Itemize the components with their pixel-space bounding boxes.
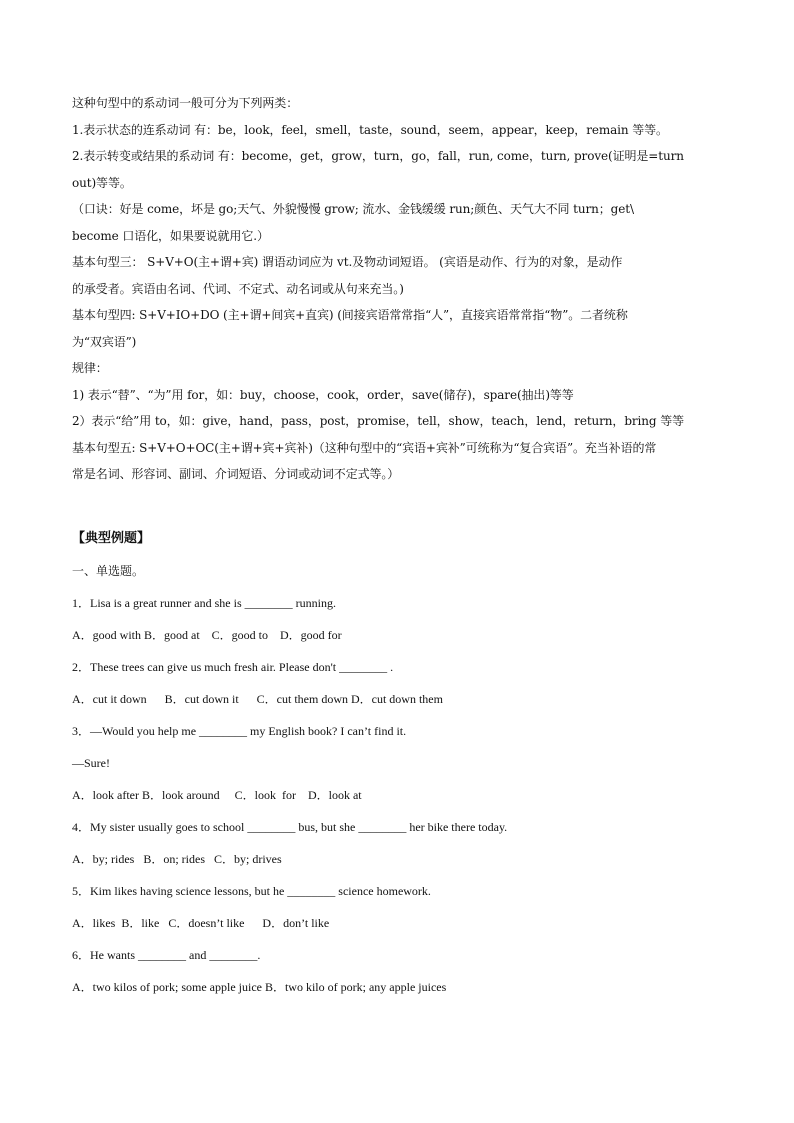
question-text: 2．These trees can give us much fresh air. Please don't ________ . [72, 659, 394, 674]
options-text: A．good with B．good at C．good to D．good for [72, 627, 342, 642]
grammar-notes [72, 90, 722, 488]
intro-line: 基本句型三： S+V+O(主+谓+宾) 谓语动词应为 vt.及物动词短语。 (宾语是动作、行为的对象，是动作 [72, 255, 623, 269]
intro-line: become 口语化，如果要说就用它.） [72, 228, 269, 243]
intro-line: 1.表示状态的连系动词 有：be，look，feel，smell，taste，sound，seem，appear，keep，remain 等等。 [72, 122, 668, 137]
question-options [72, 619, 722, 651]
question-options [72, 843, 722, 875]
options-text: A．look after B．look around C．look for D．look at [72, 787, 362, 802]
intro-line: （口诀：好是 come，坏是 go;天气、外貌慢慢 grow; 流水、金钱缓缓 run;颜色、天气大不同 turn；get\ [72, 202, 634, 216]
question-options [72, 779, 722, 811]
intro-line: 规律： [72, 361, 108, 375]
section-title: 【典型例题】 [72, 530, 151, 546]
question-options [72, 971, 722, 1003]
intro-line: 常是名词、形容词、副词、介词短语、分词或动词不定式等。） [72, 467, 400, 481]
section-subtitle: 一、单选题。 [72, 563, 145, 578]
intro-line: 这种句型中的系动词一般可分为下列两类： [72, 96, 299, 110]
question-list [72, 587, 722, 1003]
question-options [72, 683, 722, 715]
intro-line: 1) 表示“替”、“为”用 for，如：buy，choose，cook，order，save(储存)，spare(抽出)等等 [72, 387, 574, 402]
question-text: 3．—Would you help me ________ my English book? I can’t find it. [72, 723, 407, 738]
question-text: 6．He wants ________ and ________. [72, 947, 261, 962]
question-text: 5．Kim likes having science lessons, but he ________ science homework. [72, 883, 431, 898]
intro-line: 为“双宾语”) [72, 334, 137, 349]
document-page [72, 90, 722, 1003]
question-line [72, 747, 722, 779]
options-text: A．two kilos of pork; some apple juice B．two kilo of pork; any apple juices [72, 979, 447, 994]
intro-line: 基本句型四: S+V+IO+DO (主+谓+间宾+直宾) (间接宾语常常指“人”，直接宾语常常指“物”。二者统称 [72, 308, 628, 322]
question-line [72, 939, 722, 971]
intro-line: 的承受者。宾语由名词、代词、不定式、动名词或从句来充当。) [72, 281, 404, 296]
options-text: A．by; rides B．on; rides C．by; drives [72, 851, 282, 866]
options-text: A．cut it down B．cut down it C．cut them down D．cut down them [72, 691, 443, 706]
question-line [72, 587, 722, 619]
question-line [72, 651, 722, 683]
intro-line: 2）表示“给”用 to，如：give，hand，pass，post，promise，tell，show，teach，lend，return，bring 等等 [72, 414, 685, 428]
question-text: 1．Lisa is a great runner and she is ________ running. [72, 595, 336, 610]
intro-line: 基本句型五: S+V+O+OC(主+谓+宾+宾补)（这种句型中的“宾语+宾补”可统称为“复合宾语”。充当补语的常 [72, 440, 657, 455]
question-line [72, 715, 722, 747]
intro-line: out)等等。 [72, 175, 132, 190]
question-text: —Sure! [72, 755, 110, 770]
question-text: 4．My sister usually goes to school ________ bus, but she ________ her bike there today. [72, 819, 508, 834]
question-options [72, 907, 722, 939]
options-text: A．likes B．like C．doesn’t like D．don’t like [72, 915, 330, 930]
question-line [72, 875, 722, 907]
question-line [72, 811, 722, 843]
intro-line: 2.表示转变或结果的系动词 有：become，get，grow，turn，go，fall，run, come，turn, prove(证明是=turn [72, 149, 684, 163]
